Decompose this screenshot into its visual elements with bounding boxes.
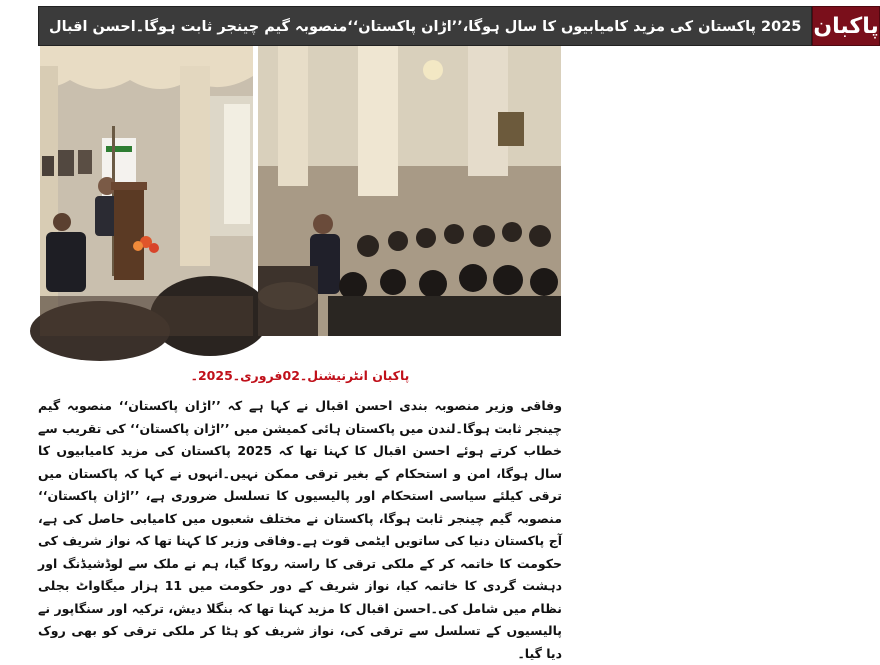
article-body: وفاقی وزیر منصوبہ بندی احسن اقبال نے کہا ہے کہ ’’اڑان پاکستان‘‘ منصوبہ گیم چینجر ثابت ہوگا۔لندن میں پاکستان ہائی کمیشن میں ’’اڑان پاکستان‘‘ کی تقریب سے خطاب کرتے ہوئے احسن اقبال کا کہنا تھا کہ 2025 پاکستان کی مزید کامیابیوں کا سال ہوگا، امن و استحکام کے بغیر ترقی ممکن نہیں۔انہوں نے کہا کہ پاکستان میں ترقی کیلئے سیاسی استحکام اور پالیسیوں کا تسلسل ضروری ہے، ’’اڑان پاکستان‘‘ منصوبہ گیم چینجر ثابت ہوگا، پاکستان نے مختلف شعبوں میں کامیابی حاصل کی ہے، آج پاکستان دنیا کی ساتویں ایٹمی قوت ہے۔وفاقی وزیر کا کہنا تھا کہ نواز شریف کی حکومت کا خاتمہ کر کے ملکی ترقی کا راستہ روکا گیا، ہم نے ملک سے لوڈشیڈنگ اور دہشت گردی کا خاتمہ کیا، نواز شریف کے دور حکومت میں 11 ہزار میگاواٹ بجلی نظام میں شامل کی۔احسن اقبال کا مزید کہنا تھا کہ بنگلا دیش، ترکیہ اور سنگاپور نے پالیسیوں کے تسلسل سے ترقی کی، نواز شریف کو ہٹا کر ملکی ترقی کو بھی روک دیا گیا۔ [38,398,562,661]
dateline: پاکبان انٹرنیشنل۔02فروری۔2025۔ [190,368,410,383]
photo-audience [258,46,561,336]
news-header [38,6,879,46]
photo-speaker-at-podium [40,46,253,336]
headline: 2025 پاکستان کی مزید کامیابیوں کا سال ہوگا،’’اڑان پاکستان‘‘منصوبہ گیم چینجر ثابت ہوگا۔احسن اقبال [38,6,812,46]
brand-logo: پاکبان [812,6,879,46]
